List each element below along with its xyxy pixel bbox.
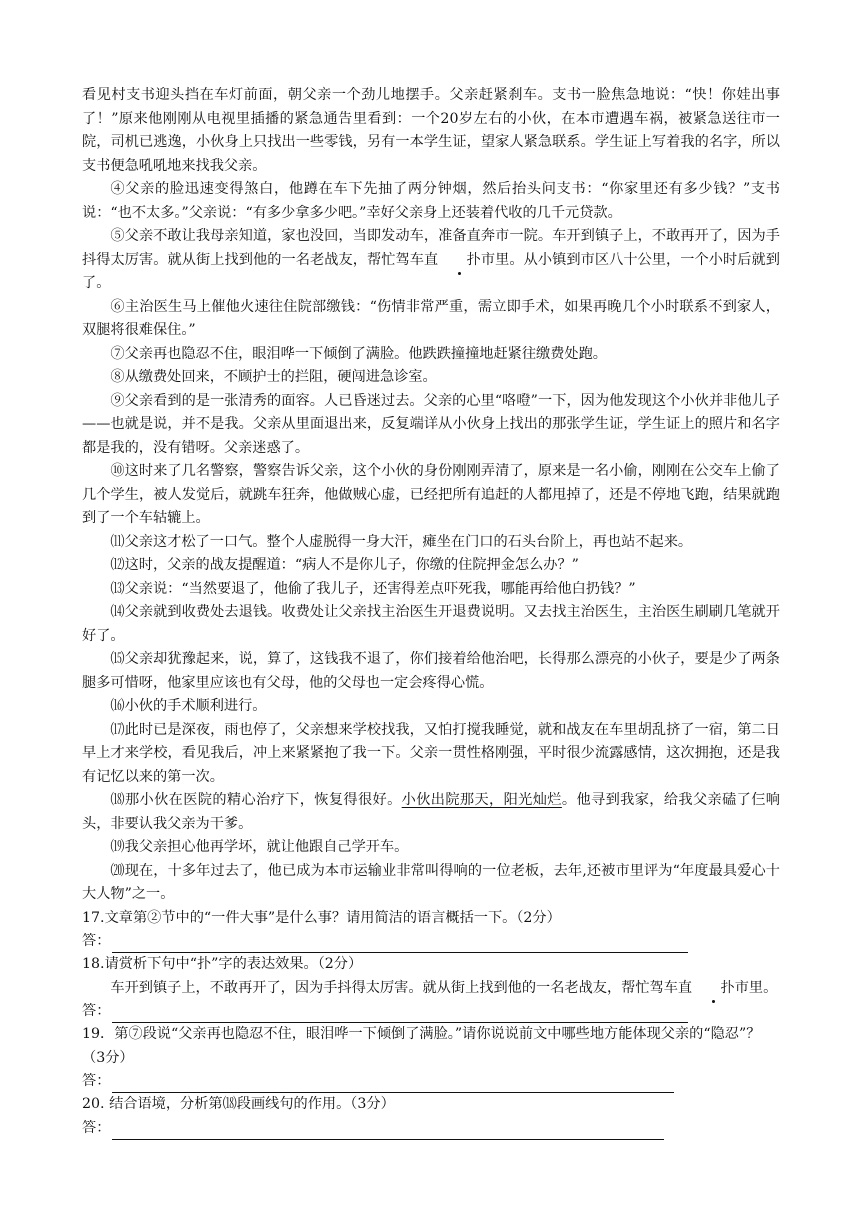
- answer-18: [82, 1000, 780, 1023]
- question-17: 17.文章第②节中的“一件大事”是什么事？请用简洁的语言概括一下。（2分）: [82, 909, 561, 926]
- paragraph-18-text-a: ⒅那小伙在医院的精心治疗下，恢复得很好。: [110, 792, 402, 808]
- paragraph-5-text-b: 市里。从小镇到市区八十公里，一个小时后就到了。: [82, 251, 780, 291]
- paragraph-16: ⒃小伙的手术顺利进行。: [110, 698, 267, 714]
- paragraph-13: ⒀父亲说：“当然要退了，他偷了我儿子，还害得差点吓死我，哪能再给他白扔钱？”: [110, 580, 636, 597]
- question-20: 20. 结合语境，分析第⒅段画线句的作用。（3分）: [82, 1096, 395, 1112]
- answer-label: 答：: [82, 1119, 111, 1136]
- paragraph-14: ⒁父亲就到收费处去退钱。收费处让父亲找主治医生开退费说明。又去找主治医生，主治医生刷刷几笔就开好了。: [82, 604, 780, 644]
- question-18-quote: [82, 977, 780, 1001]
- answer-line[interactable]: [112, 936, 688, 953]
- paragraph-3-continued: 看见村支书迎头挡在车灯前面，朝父亲一个劲儿地摆手。父亲赶紧刹车。支书一脸焦急地说：“快！你娃出事了！”原来他刚刚从电视里插播的紧急通告里看到：一个20岁左右的小伙，在本市遭遇车祸，被紧急送往市一院，司机已逃逸，小伙身上只找出一些零钱，另有一本学生证，望家人紧急联系。学生证上写着我的名字，所以支书便急吼吼地来找我父亲。: [82, 87, 780, 174]
- paragraph-6: ⑥主治医生马上催他火速往住院部缴钱：“伤情非常严重，需立即手术，如果再晚几个小时联系不到家人，双腿将很难保住。”: [82, 298, 780, 338]
- paragraph-17: ⒄此时已是深夜，雨也停了，父亲想来学校找我，又怕打搅我睡觉，就和战友在车里胡乱挤了一宿，第二日早上才来学校，看见我后，冲上来紧紧抱了我一下。父亲一贯性格刚强，平时很少流露感情，这次拥抱，还是我有记忆以来的第一次。: [82, 721, 780, 785]
- answer-20: [82, 1117, 780, 1140]
- exam-page: [82, 84, 780, 1140]
- quote-text-b: 市里。: [734, 979, 778, 996]
- answer-17: [82, 930, 780, 953]
- answer-19: [82, 1070, 780, 1093]
- quote-text-a: 车开到镇子上，不敢再开了，因为手抖得太厉害。就从街上找到他的一名老战友，帮忙驾车直: [110, 979, 693, 996]
- paragraph-18: [82, 789, 780, 836]
- paragraph-4: ④父亲的脸迅速变得煞白，他蹲在车下先抽了两分钟烟，然后抬头问支书：“你家里还有多少钱？”支书说：“也不太多。”父亲说：“有多少拿多少吧。”幸好父亲身上还装着代收的几千元贷款。: [82, 181, 780, 221]
- answer-line[interactable]: [112, 1006, 688, 1023]
- answer-line[interactable]: [112, 1076, 674, 1093]
- answer-line[interactable]: [112, 1123, 664, 1140]
- paragraph-10: ⑩这时来了几名警察，警察告诉父亲，这个小伙的身份刚刚弄清了，原来是一名小偷，刚刚在公交车上偷了几个学生，被人发觉后，就跳车狂奔，他做贼心虚，已经把所有追赶的人都甩掉了，还是不停地飞跑，结果就跑到了一个车轱辘上。: [82, 463, 780, 526]
- question-19: 19．第⑦段说“父亲再也隐忍不住，眼泪哗一下倾倒了满脸。”请你说说前文中哪些地方能体现父亲的“隐忍”？（3分）: [82, 1026, 761, 1066]
- underlined-sentence: 小伙出院那天，阳光灿烂: [401, 792, 562, 808]
- answer-label: 答：: [82, 1073, 111, 1089]
- paragraph-7: ⑦父亲再也隐忍不住，眼泪哗一下倾倒了满脸。他跌跌撞撞地赶紧往缴费处跑。: [110, 345, 607, 362]
- paragraph-8: ⑧从缴费处回来，不顾护士的拦阻，硬闯进急诊室。: [110, 369, 437, 385]
- paragraph-20: ⒇现在，十多年过去了，他已成为本市运输业非常叫得响的一位老板，去年,还被市里评为“年度最具爱心十大人物”之一。: [82, 862, 780, 902]
- emphasis-dot-char: 扑: [438, 249, 481, 273]
- paragraph-5-text-a: ⑤父亲不敢让我母亲知道，家也没回，当即发动车，准备直奔市一院。车开到镇子上，不敢再开了，因为手抖得太厉害。就从街上找到他的一名老战友，帮忙驾车直: [82, 228, 780, 268]
- answer-label: 答：: [82, 933, 111, 949]
- paragraph-18-text-b: 。他寻到我家，给我父亲磕了仨响头，非要认我父亲为干爹。: [82, 792, 780, 832]
- answer-label: 答：: [82, 1003, 111, 1019]
- paragraph-15: ⒂父亲却犹豫起来，说，算了，这钱我不退了，你们接着给他治吧，长得那么漂亮的小伙子，要是少了两条腿多可惜呀，他家里应该也有父母，他的父母也一定会疼得心慌。: [82, 651, 780, 691]
- paragraph-11: ⑾父亲这才松了一口气。整个人虚脱得一身大汗，瘫坐在门口的石头台阶上，再也站不起来。: [110, 533, 693, 550]
- emphasis-dot-char: 扑: [692, 977, 735, 1001]
- paragraph-12: ⑿这时，父亲的战友提醒道：“病人不是你儿子，你缴的住院押金怎么办？”: [110, 557, 579, 573]
- question-18: 18.请赏析下句中“扑”字的表达效果。（2分）: [82, 956, 363, 972]
- paragraph-5: [82, 225, 780, 296]
- paragraph-9: ⑨父亲看到的是一张清秀的面容。人已昏迷过去。父亲的心里“咯噔”一下，因为他发现这个小伙并非他儿子——也就是说，并不是我。父亲从里面退出来，反复端详从小伙身上找出的那张学生证，学生证上的照片和名字都是我的，没有错呀。父亲迷惑了。: [82, 392, 780, 456]
- paragraph-19: ⒆我父亲担心他再学坏，就让他跟自己学开车。: [110, 839, 409, 855]
